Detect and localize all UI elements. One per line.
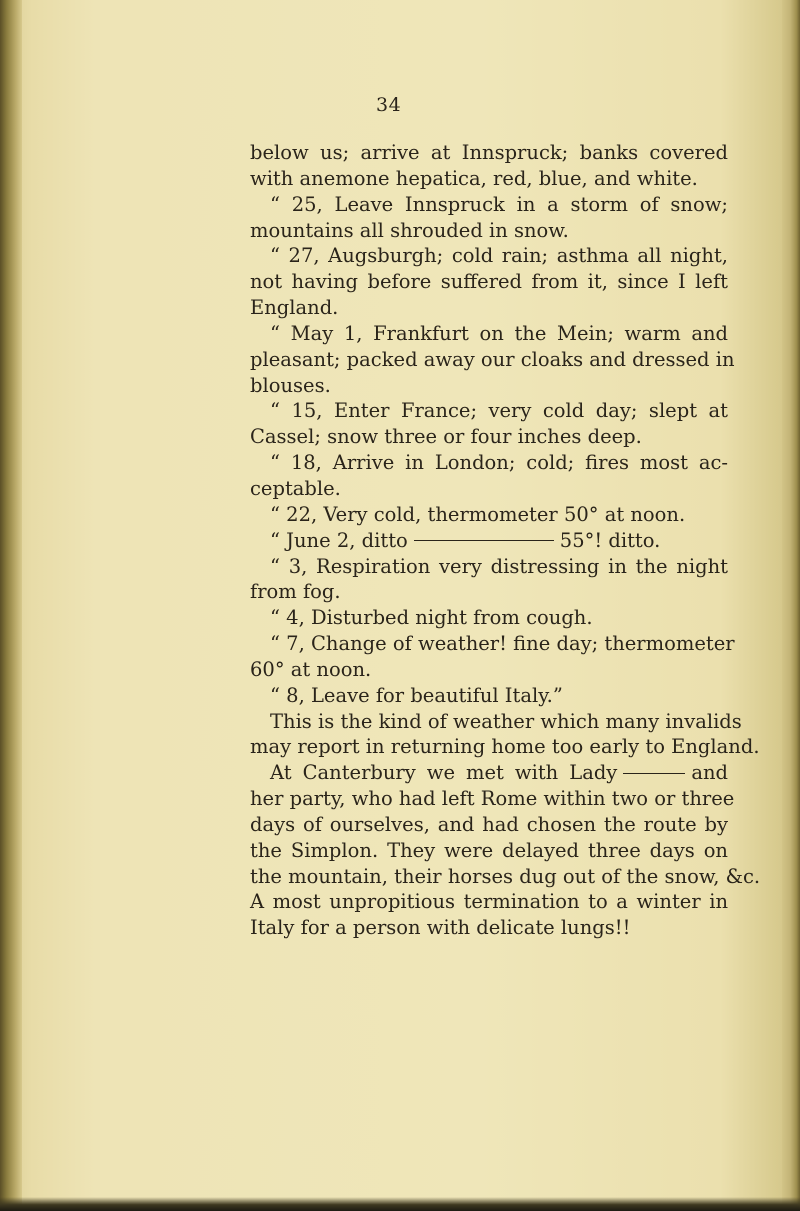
text-line: from fog. xyxy=(250,580,341,604)
text-line: “ May 1, Frankfurt on the Mein; warm and xyxy=(270,321,728,345)
text-line: “ 15, Enter France; very cold day; slept at xyxy=(270,399,728,423)
text-line: her party, who had left Rome within two or three xyxy=(250,787,735,811)
dash-rule xyxy=(414,540,554,542)
text-line: “ 4, Disturbed night from cough. xyxy=(270,606,593,630)
text-line: Cassel; snow three or four inches deep. xyxy=(250,425,642,449)
text-line-after-rule: and xyxy=(691,761,728,785)
text-line: mountains all shrouded in snow. xyxy=(250,218,569,242)
text-line: England. xyxy=(250,296,339,320)
page-text xyxy=(250,140,761,941)
text-line: “ 25, Leave Innspruck in a storm of snow; xyxy=(270,192,728,216)
text-line: the mountain, their horses dug out of the snow, &c. xyxy=(250,864,761,888)
text-line: “ 18, Arrive in London; cold; fires most ac- xyxy=(270,451,728,475)
dash-rule xyxy=(623,773,685,775)
text-line: not having before suffered from it, since I left xyxy=(250,270,728,294)
text-line: pleasant; packed away our cloaks and dressed in xyxy=(250,347,735,371)
text-line: This is the kind of weather which many invalids xyxy=(270,709,742,733)
text-line-before-rule: At Canterbury we met with Lady xyxy=(270,761,618,785)
text-line xyxy=(250,760,728,786)
text-line: 60° at noon. xyxy=(250,657,372,681)
text-line: may report in returning home too early to England. xyxy=(250,735,760,759)
text-line: with anemone hepatica, red, blue, and white. xyxy=(250,166,698,190)
text-line: “ 22, Very cold, thermometer 50° at noon. xyxy=(270,502,686,526)
text-line-after-rule: 55°! ditto. xyxy=(559,528,661,552)
text-line: “ 3, Respiration very distressing in the night xyxy=(270,554,728,578)
text-line: “ 27, Augsburgh; cold rain; asthma all night, xyxy=(270,244,728,268)
text-line xyxy=(250,528,728,554)
page-number: 34 xyxy=(376,94,402,116)
page-gutter-left xyxy=(0,0,22,1211)
text-line: ceptable. xyxy=(250,476,341,500)
text-line: “ 7, Change of weather! fine day; thermometer xyxy=(270,632,735,656)
text-line: Italy for a person with delicate lungs!! xyxy=(250,916,631,940)
text-line: below us; arrive at Innspruck; banks covered xyxy=(250,141,728,164)
text-line: blouses. xyxy=(250,373,331,397)
page-edge-right xyxy=(782,0,800,1211)
text-line: the Simplon. They were delayed three days on xyxy=(250,838,728,862)
text-line-before-rule: “ June 2, ditto xyxy=(270,528,408,552)
text-line: “ 8, Leave for beautiful Italy.” xyxy=(270,683,563,707)
page-bottom-edge xyxy=(0,1197,800,1211)
text-line: A most unpropitious termination to a winter in xyxy=(250,890,728,914)
text-line: days of ourselves, and had chosen the route by xyxy=(250,812,728,836)
